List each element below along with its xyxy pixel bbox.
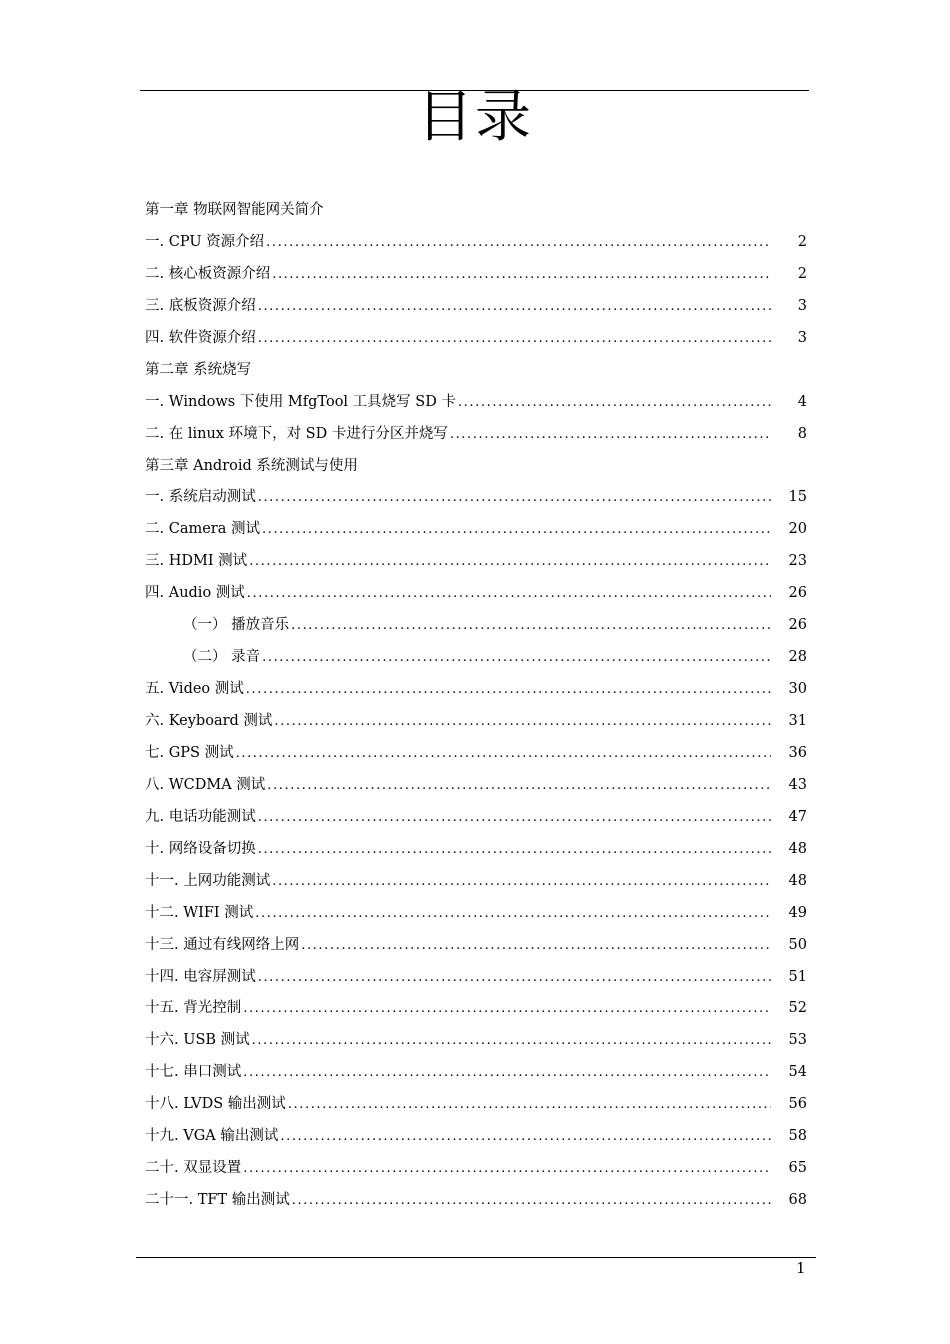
toc-entry-label: （二） 录音 <box>183 649 261 666</box>
toc-entry[interactable] <box>145 519 810 551</box>
toc-entry-label: 十九. VGA 输出测试 <box>145 1128 279 1145</box>
toc-entry-label: 十六. USB 测试 <box>145 1032 250 1049</box>
toc-entry-page-number: 20 <box>788 521 807 538</box>
toc-entry-label: 八. WCDMA 测试 <box>145 776 266 793</box>
toc-entry-page-number: 8 <box>797 425 807 442</box>
toc-leader-dots <box>258 488 771 508</box>
toc-leader-dots <box>243 999 771 1019</box>
toc-leader-dots <box>258 808 771 828</box>
toc-leader-dots <box>274 712 771 732</box>
toc-entry-page-number: 65 <box>788 1160 807 1177</box>
toc-entry-page-number: 3 <box>797 297 807 314</box>
toc-entry-label: 第三章 Android 系统测试与使用 <box>145 457 358 474</box>
toc-leader-dots <box>258 297 771 317</box>
toc-entry-page-number: 56 <box>788 1096 807 1113</box>
toc-entry[interactable] <box>145 871 810 903</box>
toc-entry-label: （一） 播放音乐 <box>183 617 290 634</box>
toc-entry-label: 二十一. TFT 输出测试 <box>145 1192 290 1209</box>
toc-entry-page-number: 2 <box>797 233 807 250</box>
toc-entry-page-number: 52 <box>788 1000 807 1017</box>
toc-leader-dots <box>262 648 771 668</box>
toc-entry-page-number: 50 <box>788 936 807 953</box>
toc-leader-dots <box>246 680 771 700</box>
toc-entry[interactable] <box>145 424 810 456</box>
toc-entry-label: 十三. 通过有线网络上网 <box>145 936 300 953</box>
toc-entry[interactable] <box>145 615 810 647</box>
table-of-contents <box>145 200 810 1222</box>
toc-entry-label: 二. 核心板资源介绍 <box>145 265 271 282</box>
toc-entry-page-number: 31 <box>788 713 807 729</box>
toc-entry-page-number: 43 <box>788 776 807 793</box>
toc-leader-dots <box>252 1031 771 1051</box>
toc-leader-dots <box>249 552 771 572</box>
toc-entry-label: 十. 网络设备切换 <box>145 840 256 857</box>
toc-leader-dots <box>291 616 771 636</box>
toc-leader-dots <box>255 904 771 924</box>
toc-entry-label: 十一. 上网功能测试 <box>145 872 271 889</box>
toc-entry-page-number: 68 <box>788 1192 807 1209</box>
toc-leader-dots <box>236 744 771 764</box>
toc-leader-dots <box>267 776 771 796</box>
toc-entry[interactable] <box>145 935 810 967</box>
toc-entry-page-number: 58 <box>788 1128 807 1145</box>
toc-leader-dots <box>272 265 771 285</box>
toc-leader-dots <box>258 840 771 860</box>
toc-entry-page-number: 2 <box>797 265 807 282</box>
page-number: 1 <box>796 1259 806 1277</box>
toc-entry-page-number: 53 <box>788 1032 807 1049</box>
toc-entry[interactable] <box>145 328 810 360</box>
toc-leader-dots <box>258 968 771 988</box>
toc-entry[interactable] <box>145 392 810 424</box>
toc-leader-dots <box>288 1095 771 1115</box>
toc-leader-dots <box>266 233 771 253</box>
toc-chapter-heading <box>145 200 810 232</box>
toc-entry[interactable] <box>145 711 810 743</box>
toc-leader-dots <box>272 872 771 892</box>
toc-entry-page-number: 23 <box>788 553 807 570</box>
toc-entry-page-number: 30 <box>788 681 807 698</box>
toc-entry-page-number: 26 <box>788 585 807 602</box>
toc-entry-page-number: 28 <box>788 649 807 666</box>
toc-entry[interactable] <box>145 264 810 296</box>
toc-entry-label: 第二章 系统烧写 <box>145 361 252 378</box>
toc-entry-label: 五. Video 测试 <box>145 681 244 698</box>
toc-entry-page-number: 47 <box>788 808 807 825</box>
toc-entry-label: 十四. 电容屏测试 <box>145 968 256 985</box>
toc-entry-page-number: 36 <box>788 744 807 761</box>
toc-entry-page-number: 26 <box>788 617 807 634</box>
toc-entry-page-number: 48 <box>788 840 807 857</box>
toc-entry-label: 十八. LVDS 输出测试 <box>145 1096 286 1113</box>
toc-entry[interactable] <box>145 807 810 839</box>
toc-entry-label: 一. CPU 资源介绍 <box>145 233 265 250</box>
toc-entry-page-number: 15 <box>788 489 807 506</box>
toc-leader-dots <box>243 1159 771 1179</box>
toc-entry[interactable] <box>145 839 810 871</box>
toc-entry[interactable] <box>145 1030 810 1062</box>
toc-entry-page-number: 4 <box>797 393 807 410</box>
toc-entry-label: 一. Windows 下使用 MfgTool 工具烧写 SD 卡 <box>145 393 456 410</box>
toc-entry-label: 三. 底板资源介绍 <box>145 297 256 314</box>
toc-entry[interactable] <box>145 551 810 583</box>
toc-entry-label: 二. Camera 测试 <box>145 521 260 538</box>
toc-entry-label: 六. Keyboard 测试 <box>145 713 273 729</box>
toc-entry-label: 二. 在 linux 环境下，对 SD 卡进行分区并烧写 <box>145 425 448 442</box>
toc-entry-page-number: 3 <box>797 329 807 346</box>
toc-entry[interactable] <box>145 296 810 328</box>
toc-entry[interactable] <box>145 1158 810 1190</box>
toc-leader-dots <box>458 393 771 413</box>
toc-entry-label: 三. HDMI 测试 <box>145 553 248 570</box>
toc-entry-label: 十七. 串口测试 <box>145 1064 242 1081</box>
toc-leader-dots <box>292 1191 771 1211</box>
toc-leader-dots <box>450 425 771 445</box>
toc-entry[interactable] <box>145 583 810 615</box>
toc-entry[interactable] <box>145 647 810 679</box>
toc-entry[interactable] <box>145 1062 810 1094</box>
toc-entry-page-number: 51 <box>788 968 807 985</box>
toc-entry-label: 第一章 物联网智能网关简介 <box>145 202 324 218</box>
toc-entry-label: 九. 电话功能测试 <box>145 808 256 825</box>
toc-entry[interactable] <box>145 775 810 807</box>
toc-chapter-heading <box>145 360 810 392</box>
toc-entry-page-number: 48 <box>788 872 807 889</box>
toc-entry[interactable] <box>145 967 810 999</box>
toc-leader-dots <box>301 936 771 956</box>
toc-entry-label: 四. 软件资源介绍 <box>145 329 256 346</box>
toc-entry[interactable] <box>145 232 810 264</box>
toc-leader-dots <box>247 584 771 604</box>
toc-entry[interactable] <box>145 903 810 935</box>
toc-entry-label: 一. 系统启动测试 <box>145 489 256 506</box>
toc-entry-label: 七. GPS 测试 <box>145 744 234 761</box>
toc-entry[interactable] <box>145 1190 810 1222</box>
toc-entry[interactable] <box>145 679 810 711</box>
page-title: 目录 <box>417 85 533 150</box>
toc-chapter-heading <box>145 456 810 488</box>
toc-leader-dots <box>280 1127 771 1147</box>
toc-entry[interactable] <box>145 1126 810 1158</box>
toc-entry[interactable] <box>145 743 810 775</box>
toc-leader-dots <box>262 520 771 540</box>
toc-entry-label: 十五. 背光控制 <box>145 1000 242 1017</box>
toc-entry[interactable] <box>145 487 810 519</box>
toc-entry[interactable] <box>145 998 810 1030</box>
toc-entry-label: 二十. 双显设置 <box>145 1160 242 1177</box>
toc-entry-label: 十二. WIFI 测试 <box>145 904 254 921</box>
footer-rule <box>136 1257 816 1258</box>
toc-entry-label: 四. Audio 测试 <box>145 585 245 602</box>
toc-entry-page-number: 54 <box>788 1064 807 1081</box>
toc-entry[interactable] <box>145 1094 810 1126</box>
toc-entry-page-number: 49 <box>788 904 807 921</box>
toc-leader-dots <box>243 1063 771 1083</box>
toc-leader-dots <box>258 329 771 349</box>
